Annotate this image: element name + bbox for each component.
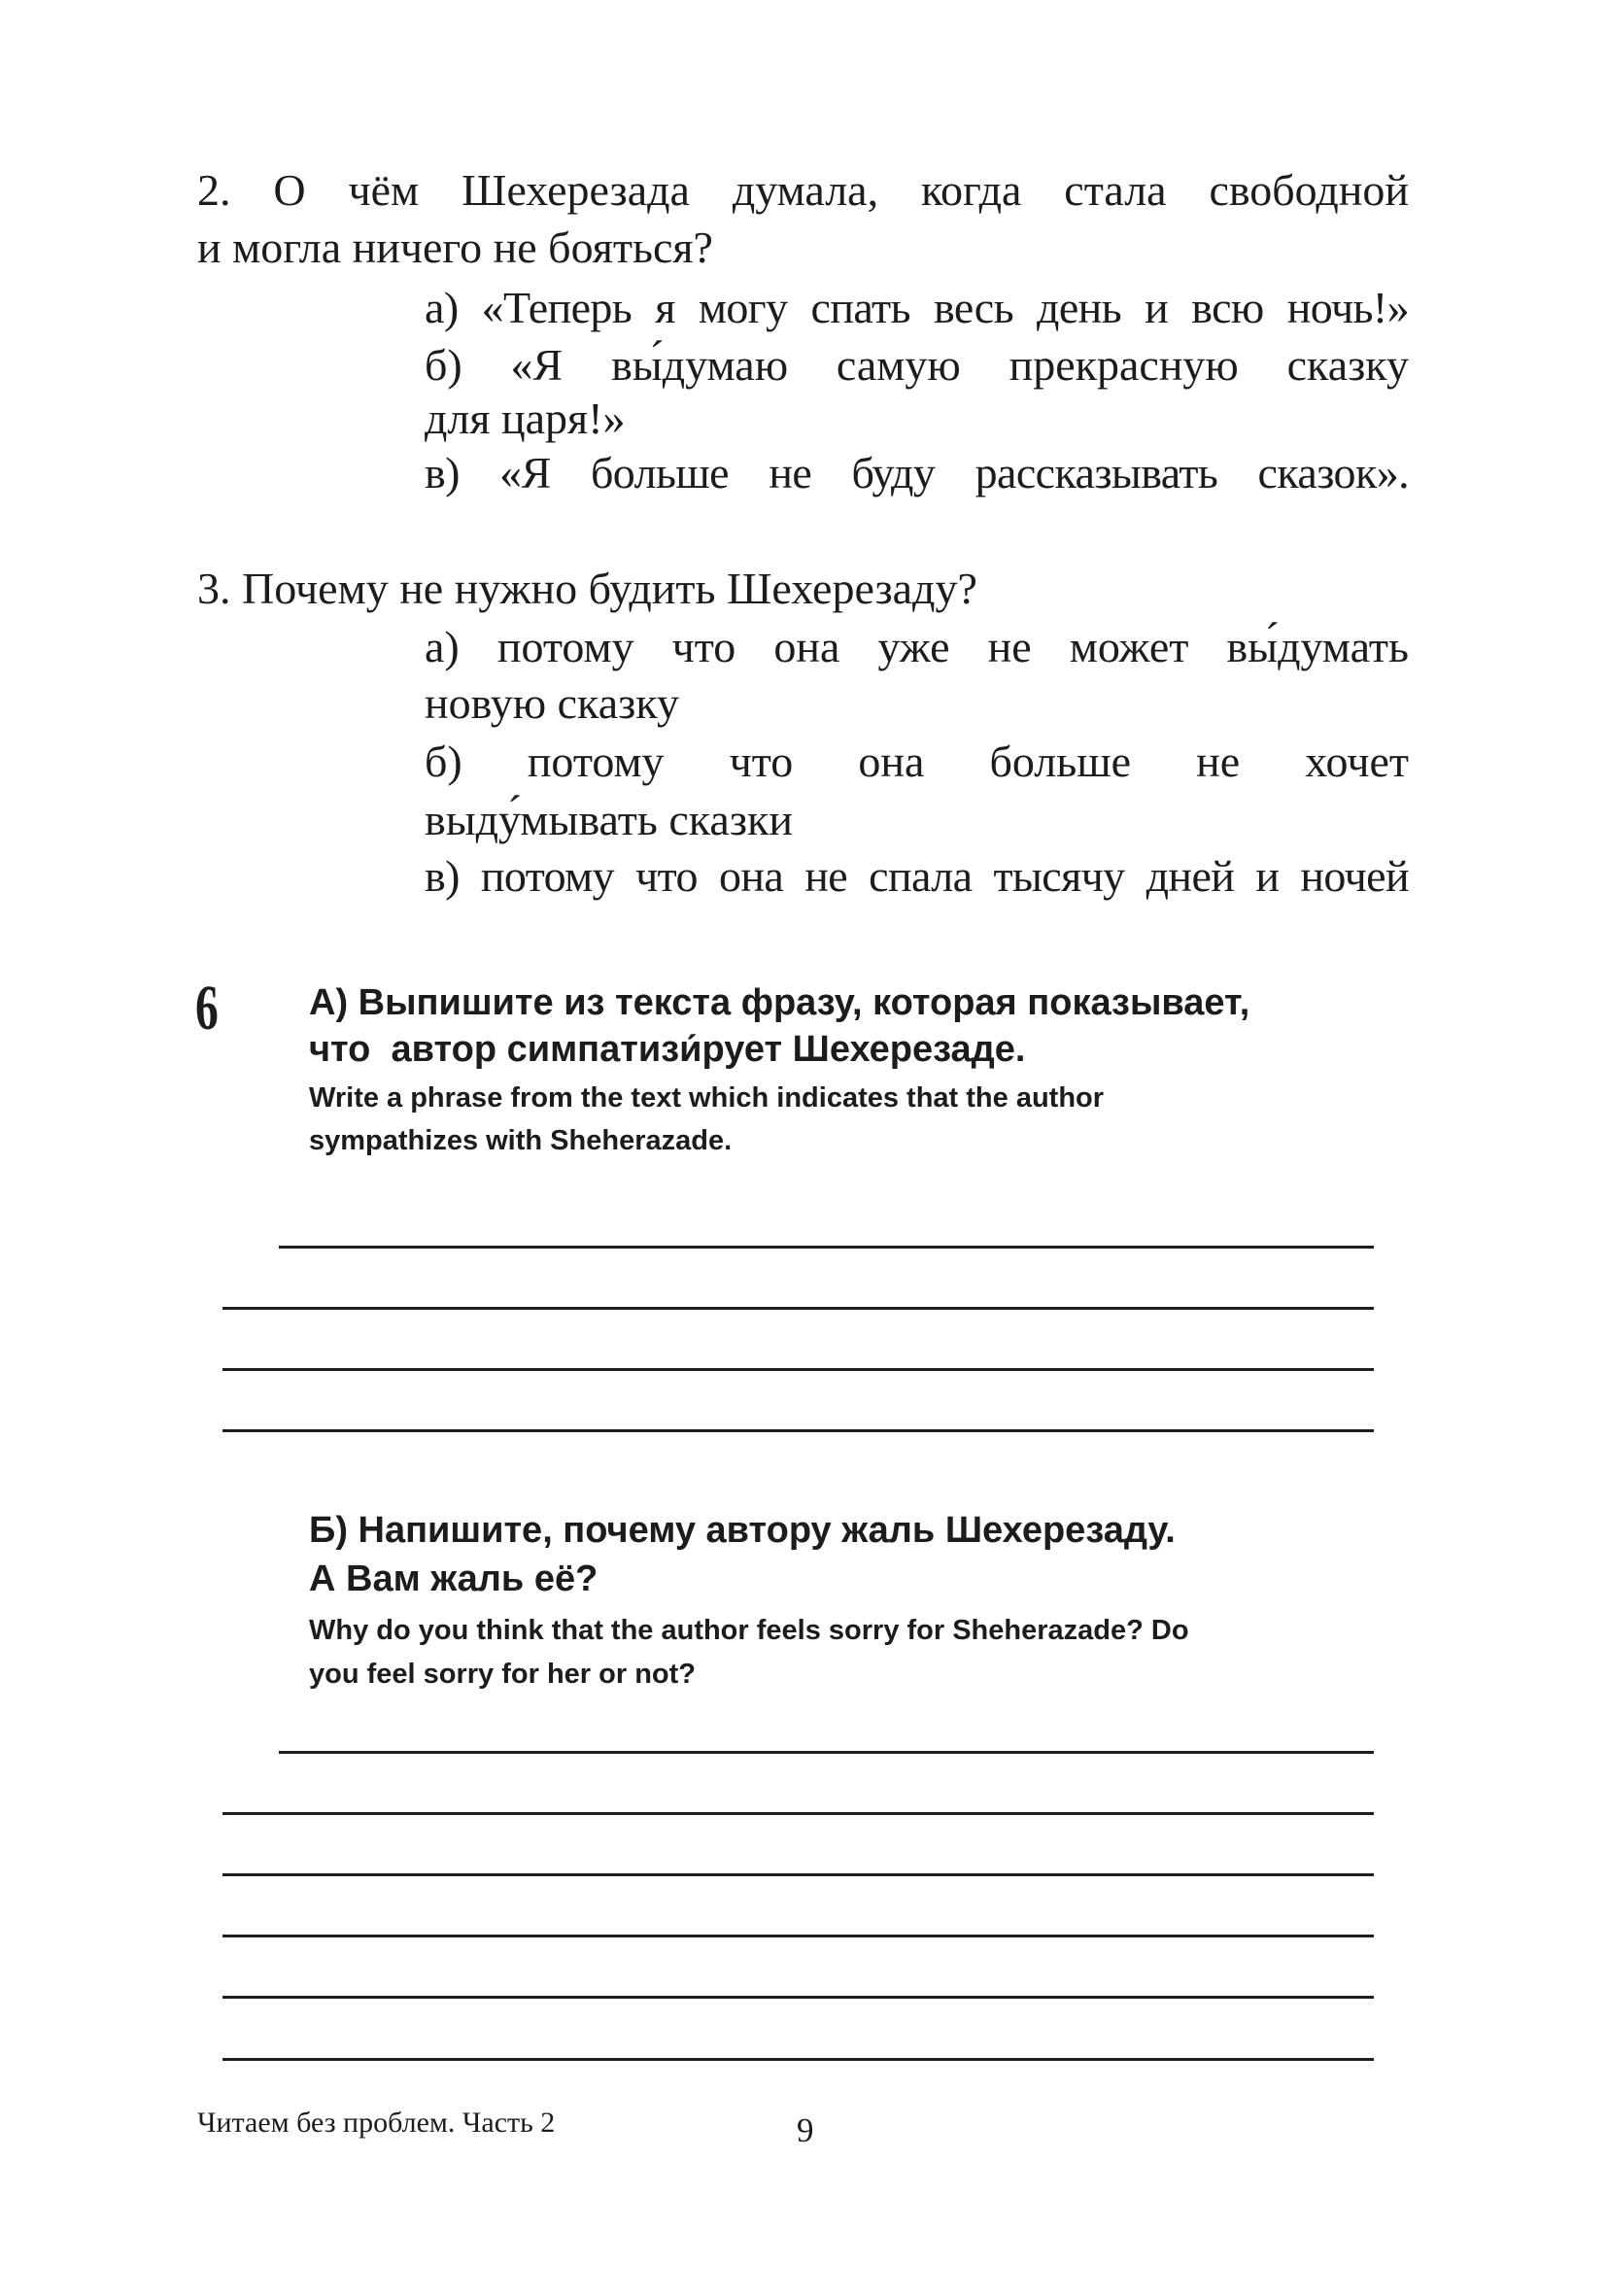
question-2-option-b-line-2[interactable]: для царя!» — [425, 394, 626, 443]
answer-line[interactable] — [222, 1873, 1374, 1876]
task-6b-english-line-2: you feel sorry for her or not? — [309, 1659, 696, 1690]
answer-line[interactable] — [222, 1368, 1374, 1371]
task-number: 6 — [195, 973, 219, 1044]
page-number: 9 — [797, 2111, 814, 2149]
answer-line[interactable] — [222, 1812, 1374, 1815]
question-2-option-b-line-1[interactable]: б) «Я вы́думаю самую прекрасную сказку — [425, 340, 1409, 390]
task-6b-heading-line-2: А Вам жаль её? — [309, 1559, 598, 1599]
answer-line[interactable] — [222, 1935, 1374, 1937]
question-2-text-line-1: 2. О чём Шехерезада думала, когда стала свободной — [197, 165, 1409, 215]
answer-line[interactable] — [222, 1307, 1374, 1310]
task-6a-heading-line-2: что автор симпатизи́рует Шехерезаде. — [309, 1029, 1026, 1070]
book-title: Читаем без проблем. Часть 2 — [197, 2107, 556, 2139]
question-3-text: 3. Почему не нужно будить Шехерезаду? — [197, 564, 977, 613]
answer-line[interactable] — [222, 1996, 1374, 1999]
answer-line[interactable] — [222, 1429, 1374, 1432]
task-6b-english-line-1: Why do you think that the author feels sorry for Sheherazade? Do — [309, 1615, 1189, 1646]
answer-line[interactable] — [279, 1246, 1374, 1249]
question-2-text-line-2: и могла ничего не бояться? — [197, 223, 713, 272]
question-2-option-a[interactable]: а) «Теперь я могу спать весь день и всю ночь!» — [425, 283, 1409, 332]
task-6b-heading-line-1: Б) Напишите, почему автору жаль Шехерезаду. — [309, 1510, 1176, 1551]
task-6a-heading-line-1: А) Выпишите из текста фразу, которая показывает, — [309, 982, 1250, 1023]
answer-line[interactable] — [279, 1751, 1374, 1754]
question-3-option-a-line-1[interactable]: а) потому что она уже не может вы́думать — [425, 622, 1409, 671]
question-3-option-v[interactable]: в) потому что она не спала тысячу дней и ночей — [425, 851, 1409, 901]
question-3-option-b-line-2[interactable]: выду́мывать сказки — [425, 795, 793, 844]
question-2-option-v[interactable]: в) «Я больше не буду рассказывать сказок». — [425, 448, 1409, 497]
answer-line[interactable] — [222, 2058, 1374, 2061]
task-6a-english-line-1: Write a phrase from the text which indicates that the author — [309, 1082, 1105, 1114]
task-6a-english-line-2: sympathizes with Sheherazade. — [309, 1125, 733, 1156]
question-3-option-a-line-2[interactable]: новую сказку — [425, 678, 679, 728]
question-3-option-b-line-1[interactable]: б) потому что она больше не хочет — [425, 737, 1409, 786]
